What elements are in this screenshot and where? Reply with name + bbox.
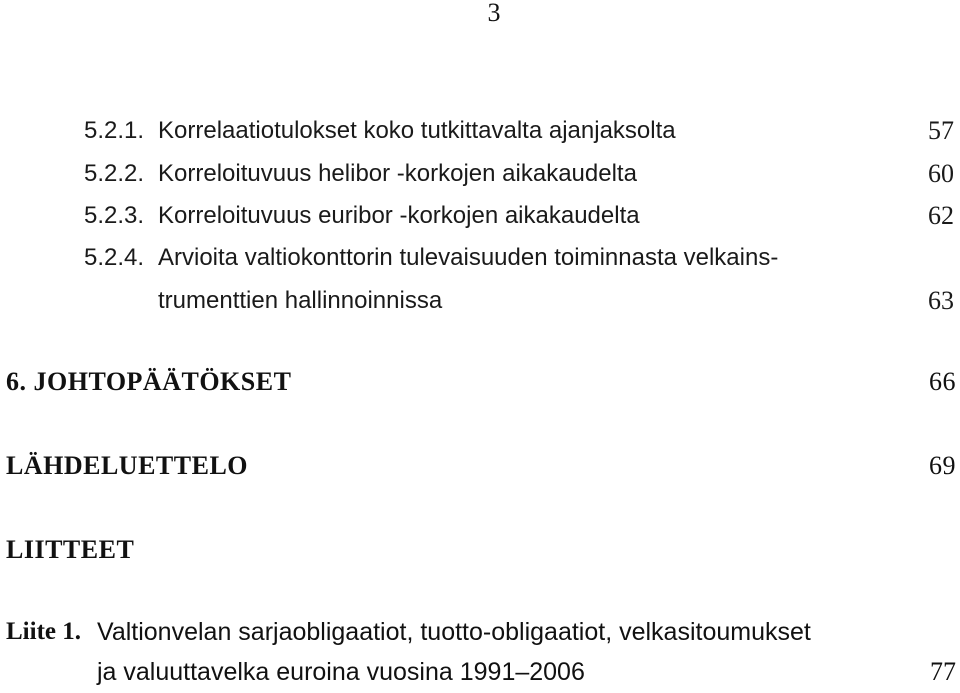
toc-entry-number: 5.2.3. — [84, 202, 145, 229]
toc-section — [0, 535, 960, 565]
toc-entry-page: 57 — [928, 116, 954, 145]
toc-appendix-continuation — [0, 657, 960, 687]
toc-entry-title: Korrelaatiotulokset koko tutkittavalta ajanjaksolta — [158, 117, 676, 144]
appendix-label: Liite 1. — [6, 618, 81, 645]
toc-section-title: 6. JOHTOPÄÄTÖKSET — [6, 367, 292, 396]
toc-section — [0, 367, 960, 397]
appendix-title: ja valuuttavelka euroina vuosina 1991–2006 — [97, 658, 585, 686]
toc-entry-title: Korreloituvuus helibor -korkojen aikakaudelta — [158, 160, 637, 187]
toc-entry — [0, 202, 960, 232]
toc-entry-page: 60 — [928, 159, 954, 188]
toc-section — [0, 451, 960, 481]
toc-section-title: LIITTEET — [6, 535, 135, 564]
appendix-page: 77 — [930, 657, 956, 686]
toc-appendix — [0, 617, 960, 647]
toc-entry — [0, 117, 960, 147]
toc-entry-number: 5.2.2. — [84, 160, 145, 187]
appendix-title: Valtionvelan sarjaobligaatiot, tuotto-obligaatiot, velkasitoumukset — [97, 618, 811, 646]
toc-entry-page: 63 — [928, 286, 954, 315]
toc-entry-number: 5.2.4. — [84, 244, 145, 271]
toc-section-page: 69 — [929, 451, 956, 480]
toc-entry — [0, 160, 960, 190]
toc-entry-title: trumenttien hallinnoinnissa — [158, 287, 443, 314]
toc-section-title: LÄHDELUETTELO — [6, 451, 249, 480]
toc-section-page: 66 — [929, 367, 956, 396]
toc-entry-title: Arvioita valtiokonttorin tulevaisuuden toiminnasta velkains- — [158, 244, 779, 271]
page-number: 3 — [487, 0, 501, 27]
toc-entry — [0, 244, 960, 274]
toc-entry-title: Korreloituvuus euribor -korkojen aikakaudelta — [158, 202, 640, 229]
toc-entry-page: 62 — [928, 201, 954, 230]
toc-entry-continuation — [0, 287, 960, 317]
toc-entry-number: 5.2.1. — [84, 117, 145, 144]
